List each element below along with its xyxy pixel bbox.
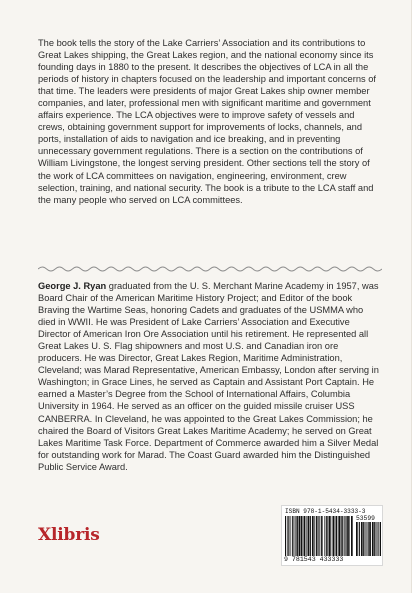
barcode-bar xyxy=(374,522,375,556)
barcode-bar xyxy=(377,522,378,556)
barcode-bar xyxy=(304,516,306,556)
barcode-bar xyxy=(324,516,325,556)
barcode-bar xyxy=(322,516,323,556)
barcode-bar xyxy=(329,516,331,556)
barcode-bar xyxy=(341,516,342,556)
barcode-bar xyxy=(314,516,315,556)
wave-divider-icon xyxy=(38,265,382,273)
author-bio-text: graduated from the U. S. Merchant Marine Academy in 1957, was Board Chair of the American Maritime History Project; and Editor of the book Braving the Wartime Seas, honoring Cadets and graduates of the USMMA who died in WWII. He was President of Lake Carriers’ Association and Executive Director of American Iron Ore Association until his retirement. He represented all Great Lakes U. S. Flag shipowners and most U.S. and Canadian iron ore producers. He was Director, Great Lakes Region, Maritime Administration, Cleveland; was Marad Representative, American Embassy, London after serving in Washington; in Grace Lines, he served as Captain and Assistant Port Captain. He earned a Master’s Degree from the School of International Affairs, Columbia University in 1964. He served as an officer on the guided missile cruiser USS CANBERRA. In Cleveland, he was appointed to the Great Lakes Commission; he chaired the Board of Visitors Great Lakes Maritime Academy; he served on Great Lakes Maritime Task Force. Department of Commerce awarded him a Silver Medal for outstanding work for Marad. The Coast Guard awarded him the Distinguished Public Service Award. xyxy=(38,281,379,472)
barcode-bar xyxy=(380,522,381,556)
barcode-bar xyxy=(368,522,369,556)
barcode-bar xyxy=(369,522,371,556)
barcode-bar xyxy=(287,516,288,556)
barcode-bar xyxy=(297,516,298,556)
barcode-bar xyxy=(366,522,367,556)
barcode-bar xyxy=(361,522,363,556)
barcode-bar xyxy=(327,516,328,556)
barcode-bar xyxy=(301,516,302,556)
barcode-bar xyxy=(292,516,293,556)
barcode-bar xyxy=(359,522,360,556)
barcode-bar xyxy=(316,516,317,556)
barcode-bar xyxy=(299,516,301,556)
isbn-barcode xyxy=(281,505,383,566)
barcode-bar xyxy=(344,516,345,556)
barcode-bar xyxy=(321,516,322,556)
book-description: The book tells the story of the Lake Carriers’ Association and its contributions to Great Lakes shipping, the Great Lakes region, and the national economy since its founding days in 1880 to the present. It describes the objectives of LCA in all the periods of history in chapters focused on the leadership and important concerns of that time. The leaders were presidents of major Great Lakes ship owner member companies, and later, professional men with significant maritime and government affairs experience. The LCA objectives were to improve safety of vessels and crews, obtaining government support for improvements of locks, channels, and ports, installation of aids to navigation and ice breaking, and in preventing unnecessary government regulations. There is a section on the contributions of William Livingstone, the longest serving president. Other sections tell the story of the work of LCA committees on navigation, engineering, environment, crew selection, training, and national security. The book is a tribute to the LCA staff and the many people who served on LCA committees. xyxy=(38,38,376,205)
barcode-bar xyxy=(285,516,286,556)
isbn-label: ISBN 978-1-5434-3333-3 xyxy=(285,508,366,515)
barcode-bar xyxy=(308,516,310,556)
barcode-bar xyxy=(326,516,327,556)
barcode-bar xyxy=(372,522,374,556)
barcode-bar xyxy=(338,516,340,556)
author-name: George J. Ryan xyxy=(38,281,107,291)
barcode-addon-code: 53599 xyxy=(356,515,375,522)
barcode-bar xyxy=(332,516,333,556)
barcode-bar xyxy=(295,516,296,556)
barcode-bar xyxy=(349,516,350,556)
barcode-bar xyxy=(294,516,295,556)
ornamental-divider xyxy=(38,265,382,273)
barcode-bar xyxy=(342,516,343,556)
barcode-bar xyxy=(333,516,334,556)
barcode-bar xyxy=(347,516,349,556)
barcode-bar xyxy=(312,516,314,556)
barcode-bar xyxy=(310,516,311,556)
barcode-bar xyxy=(378,522,379,556)
barcode-bar xyxy=(335,516,336,556)
author-bio xyxy=(38,280,382,473)
barcode-bar xyxy=(363,522,364,556)
barcode-bar xyxy=(317,516,318,556)
barcode-bars xyxy=(285,516,353,556)
barcode-bar xyxy=(376,522,377,556)
barcode-bar xyxy=(319,516,320,556)
barcode-bar xyxy=(288,516,289,556)
barcode-bar xyxy=(306,516,307,556)
barcode-bar xyxy=(291,516,292,556)
publisher-logo: Xlibris xyxy=(38,525,100,545)
barcode-bar xyxy=(336,516,338,556)
barcode-bar xyxy=(346,516,347,556)
barcode-bar xyxy=(351,516,353,556)
barcode-addon-bars xyxy=(356,522,381,556)
barcode-bar xyxy=(356,522,358,556)
barcode-bar xyxy=(365,522,366,556)
barcode-digits: 9 781543 433333 xyxy=(284,556,344,563)
barcode-bar xyxy=(303,516,304,556)
